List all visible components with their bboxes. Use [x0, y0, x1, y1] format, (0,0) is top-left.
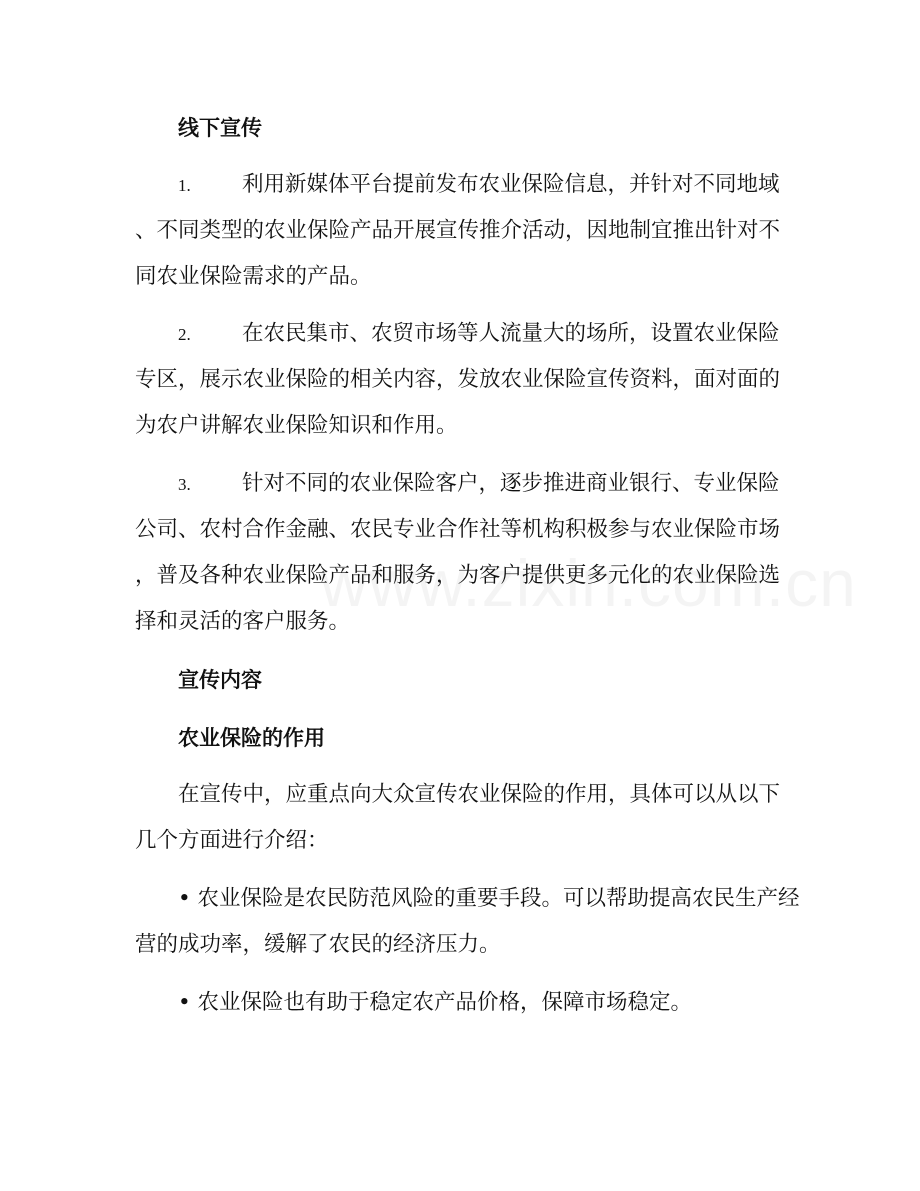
intro-paragraph	[135, 772, 785, 864]
list-item-1-line-3: 同农业保险需求的产品。	[135, 264, 372, 289]
list-number-2: 2.	[178, 325, 191, 344]
bullet-1-line-2: 营的成功率，缓解了农民的经济压力。	[135, 932, 501, 957]
list-item-3-line-3: ，普及各种农业保险产品和服务，为客户提供更多元化的农业保险选	[135, 563, 781, 588]
list-item-2-line-2: 专区，展示农业保险的相关内容，发放农业保险宣传资料，面对面的	[135, 367, 781, 392]
intro-line-1: 在宣传中，应重点向大众宣传农业保险的作用，具体可以从以下	[178, 782, 781, 807]
list-number-3: 3.	[178, 475, 191, 494]
list-item-1	[135, 162, 785, 300]
heading-insurance-role: 农业保险的作用	[178, 726, 325, 750]
list-item-3-line-1: 针对不同的农业保险客户，逐步推进商业银行、专业保险	[242, 471, 780, 496]
list-item-1-line-2: 、不同类型的农业保险产品开展宣传推介活动，因地制宜推出针对不	[135, 218, 781, 243]
list-item-2-line-1: 在农民集市、农贸市场等人流量大的场所，设置农业保险	[242, 321, 780, 346]
list-item-2-line-3: 为农户讲解农业保险知识和作用。	[135, 413, 458, 438]
bullet-item-1	[135, 876, 800, 968]
list-item-3-line-4: 择和灵活的客户服务。	[135, 609, 351, 634]
bullet-2-line-1: • 农业保险也有助于稳定农产品价格，保障市场稳定。	[178, 990, 693, 1015]
bullet-item-2	[135, 980, 785, 1026]
list-item-2	[135, 311, 785, 449]
list-item-1-line-1: 利用新媒体平台提前发布农业保险信息，并针对不同地域	[242, 172, 780, 197]
list-item-3	[135, 461, 785, 645]
list-item-3-line-2: 公司、农村合作金融、农民专业合作社等机构积极参与农业保险市场	[135, 517, 781, 542]
heading-promotion-content: 宣传内容	[178, 668, 262, 692]
bullet-1-line-1: • 农业保险是农民防范风险的重要手段。可以帮助提高农民生产经	[178, 886, 800, 911]
intro-line-2: 几个方面进行介绍：	[135, 828, 329, 853]
list-number-1: 1.	[178, 176, 191, 195]
heading-offline-promotion: 线下宣传	[178, 116, 262, 140]
